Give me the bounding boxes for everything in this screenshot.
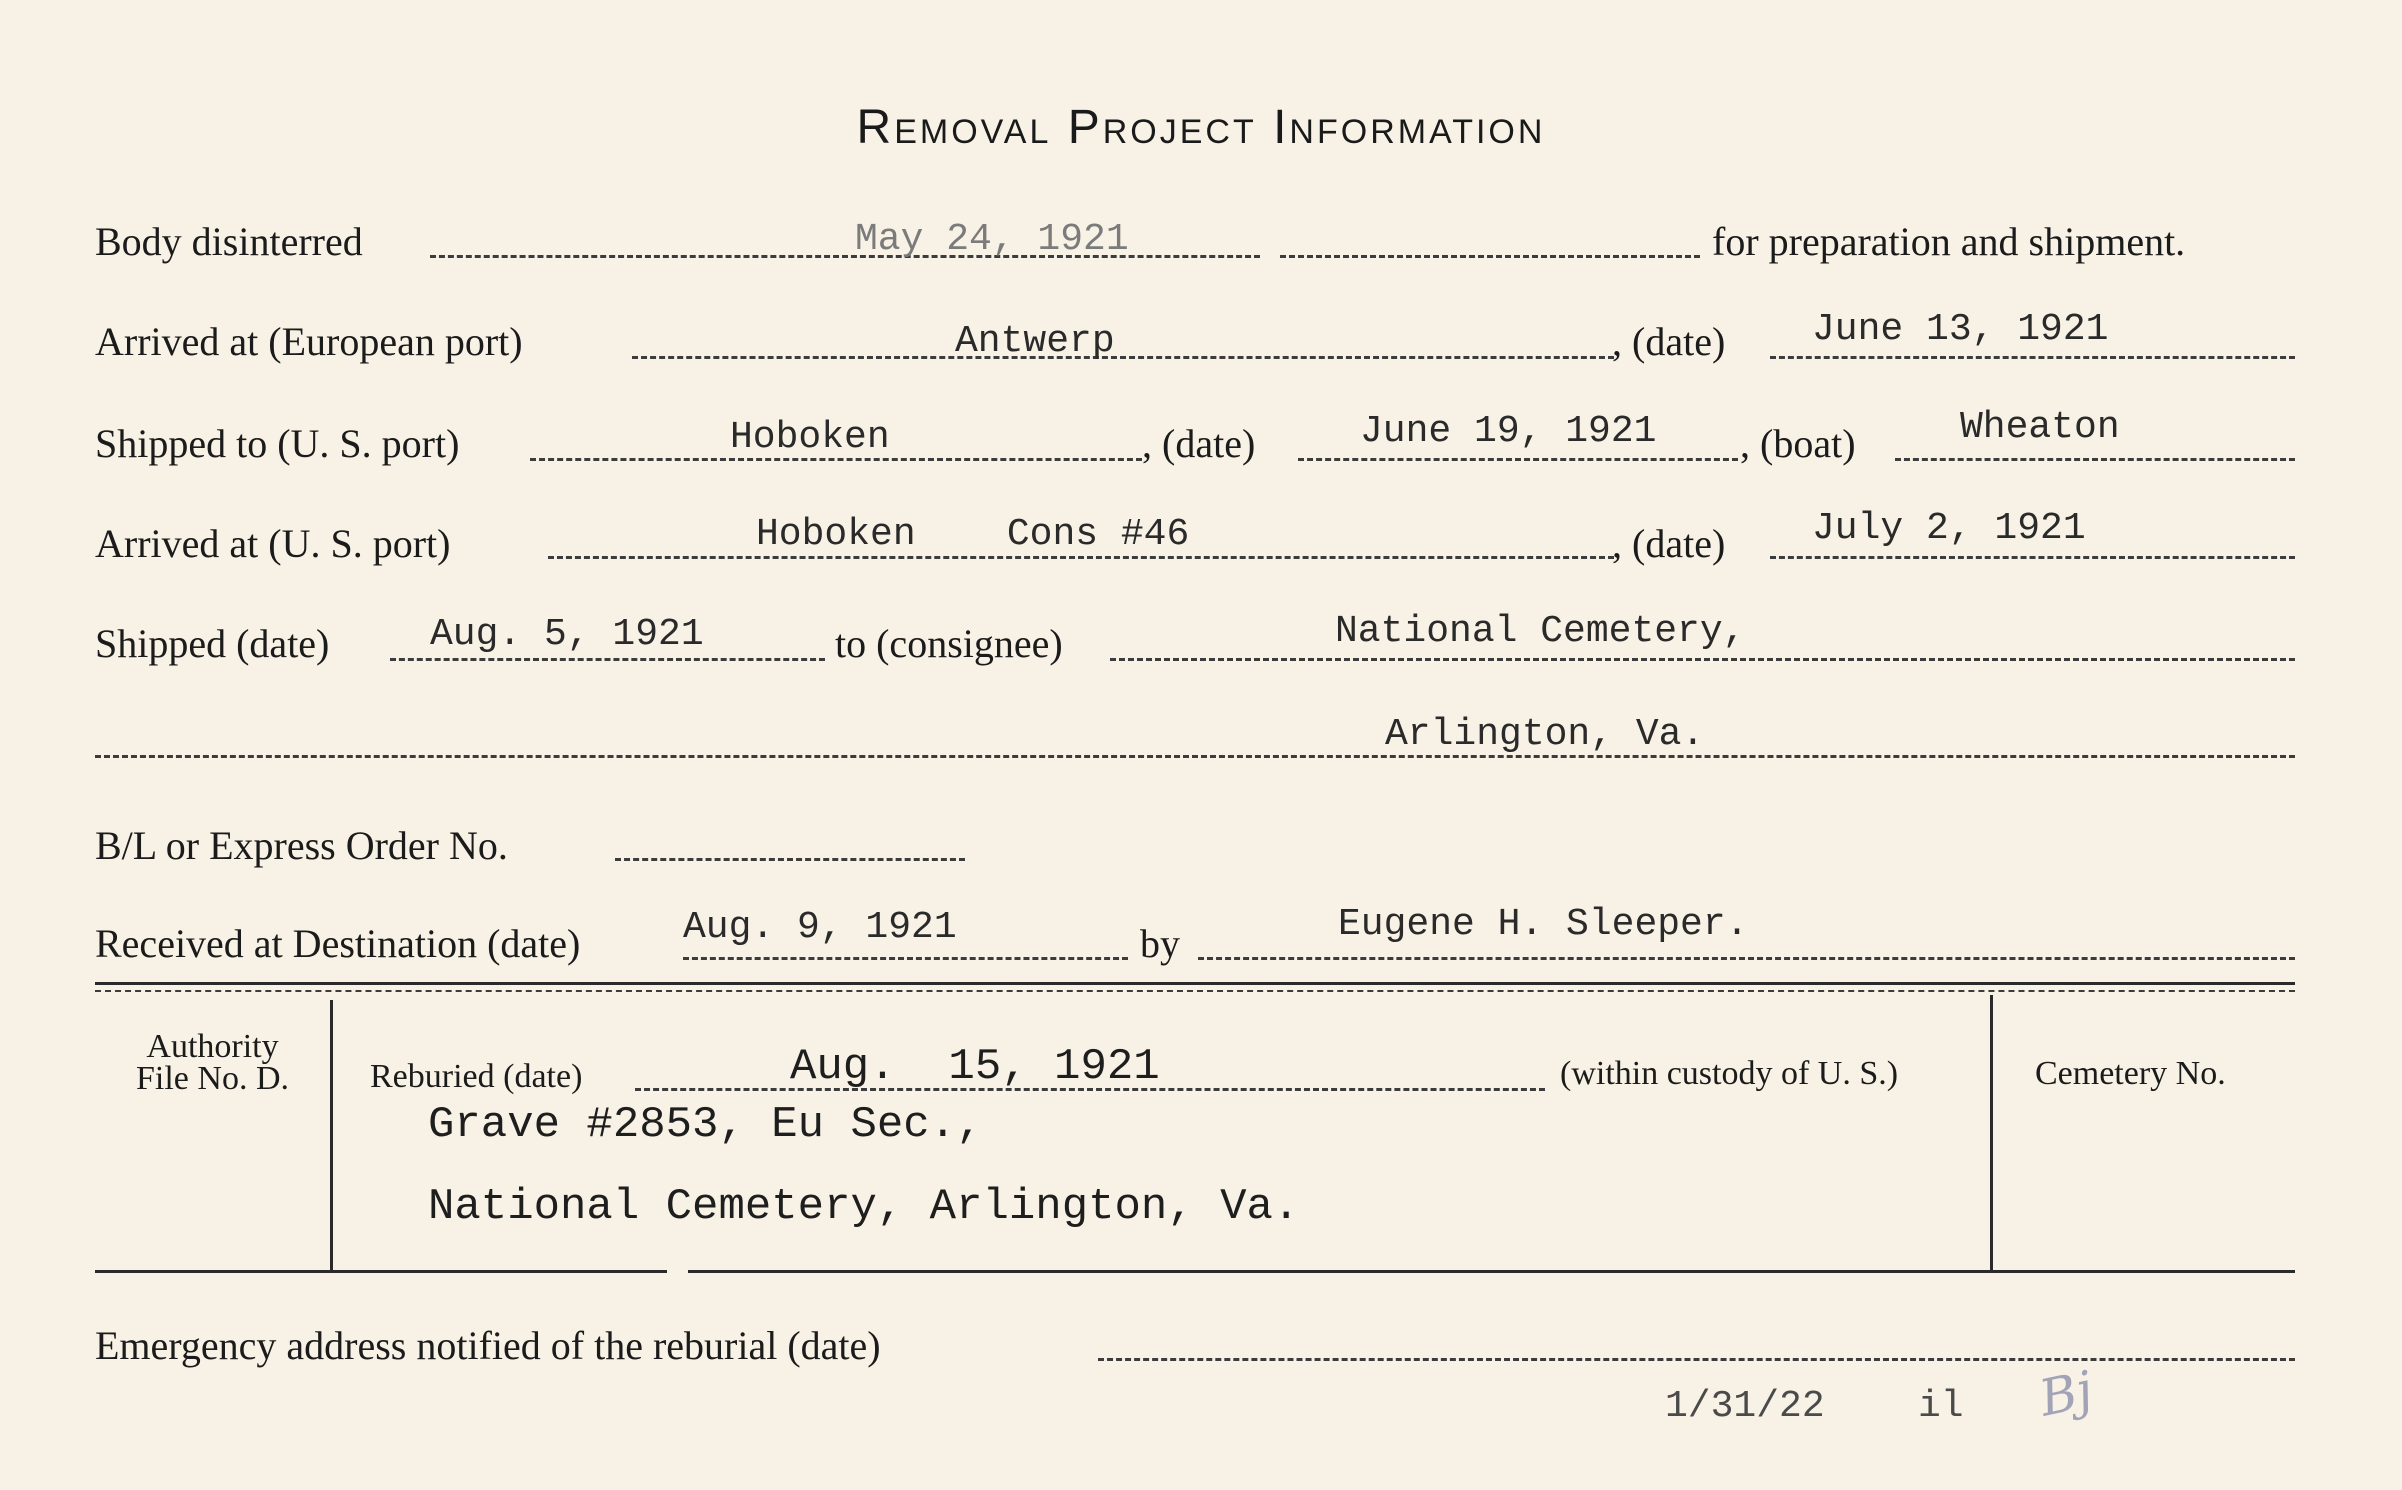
box-top-rule-2 bbox=[95, 990, 2295, 992]
received-date-line bbox=[683, 957, 1128, 960]
emergency-line bbox=[1098, 1358, 2295, 1361]
shipped-label: Shipped (date) bbox=[95, 621, 330, 666]
footer-stamp: 1/31/22 bbox=[1665, 1385, 1825, 1428]
received-by-line bbox=[1198, 957, 2295, 960]
shipped-date-line bbox=[390, 658, 825, 661]
cemetery-line: National Cemetery, Arlington, Va. bbox=[428, 1182, 1300, 1232]
shipped-consignee-label: to (consignee) bbox=[835, 621, 1063, 666]
body-disinterred-value: May 24, 1921 bbox=[855, 218, 1129, 261]
arrived-european-line bbox=[632, 356, 1614, 359]
custody-label: (within custody of U. S.) bbox=[1560, 1055, 1899, 1092]
shipped-us-date-label: , (date) bbox=[1142, 421, 1256, 466]
body-disinterred-line bbox=[430, 255, 1260, 258]
footer-initials: il bbox=[1918, 1385, 1964, 1428]
bl-order-label: B/L or Express Order No. bbox=[95, 823, 508, 868]
shipped-us-boat-label: , (boat) bbox=[1740, 421, 1856, 466]
shipped-consignee-line bbox=[1110, 658, 2295, 661]
shipped-us-label: Shipped to (U. S. port) bbox=[95, 421, 460, 466]
received-by-value: Eugene H. Sleeper. bbox=[1338, 903, 1749, 946]
shipped-consignee-line1: National Cemetery, bbox=[1335, 610, 1746, 653]
reburied-value: Aug. 15, 1921 bbox=[790, 1042, 1160, 1092]
grave-line: Grave #2853, Eu Sec., bbox=[428, 1100, 983, 1150]
emergency-label: Emergency address notified of the reburial (date) bbox=[95, 1323, 881, 1368]
box-divider-right bbox=[1990, 995, 1993, 1270]
arrived-us-date-label: , (date) bbox=[1612, 521, 1726, 566]
body-disinterred-suffix: for preparation and shipment. bbox=[1712, 219, 2186, 264]
authority-label-line2: File No. D. bbox=[136, 1060, 289, 1097]
pencil-mark: Bj bbox=[2034, 1360, 2098, 1428]
box-bottom-rule-1 bbox=[95, 1270, 667, 1273]
shipped-consignee-line2: Arlington, Va. bbox=[1385, 713, 1705, 756]
shipped-us-date-line bbox=[1298, 458, 1738, 461]
body-disinterred-line-2 bbox=[1280, 255, 1700, 258]
arrived-european-value: Antwerp bbox=[955, 320, 1115, 363]
arrived-european-date-value: June 13, 1921 bbox=[1812, 308, 2109, 351]
shipped-us-boat-value: Wheaton bbox=[1960, 406, 2120, 449]
received-label: Received at Destination (date) bbox=[95, 921, 581, 966]
arrived-us-value: Hoboken Cons #46 bbox=[756, 513, 1190, 556]
shipped-us-value: Hoboken bbox=[730, 416, 890, 459]
box-bottom-rule-2 bbox=[688, 1270, 2295, 1273]
received-date-value: Aug. 9, 1921 bbox=[683, 906, 957, 949]
body-disinterred-label: Body disinterred bbox=[95, 219, 363, 264]
arrived-european-label: Arrived at (European port) bbox=[95, 319, 523, 364]
shipped-date-value: Aug. 5, 1921 bbox=[430, 613, 704, 656]
arrived-us-line bbox=[548, 556, 1614, 559]
box-top-rule bbox=[95, 982, 2295, 985]
arrived-us-date-value: July 2, 1921 bbox=[1812, 507, 2086, 550]
arrived-us-date-line bbox=[1770, 556, 2295, 559]
cemetery-no-label: Cemetery No. bbox=[2035, 1055, 2226, 1092]
arrived-european-date-line bbox=[1770, 356, 2295, 359]
consignee-continued-line bbox=[95, 755, 2295, 758]
received-by-label: by bbox=[1140, 921, 1180, 966]
arrived-european-date-label: , (date) bbox=[1612, 319, 1726, 364]
shipped-us-boat-line bbox=[1895, 458, 2295, 461]
authority-label-line1: Authority bbox=[146, 1028, 279, 1065]
bl-order-line bbox=[615, 858, 965, 861]
shipped-us-date-value: June 19, 1921 bbox=[1360, 410, 1657, 453]
reburied-label: Reburied (date) bbox=[370, 1058, 583, 1095]
arrived-us-label: Arrived at (U. S. port) bbox=[95, 521, 451, 566]
form-title: Removal Project Information bbox=[856, 101, 1546, 154]
box-divider-left bbox=[330, 1000, 333, 1270]
